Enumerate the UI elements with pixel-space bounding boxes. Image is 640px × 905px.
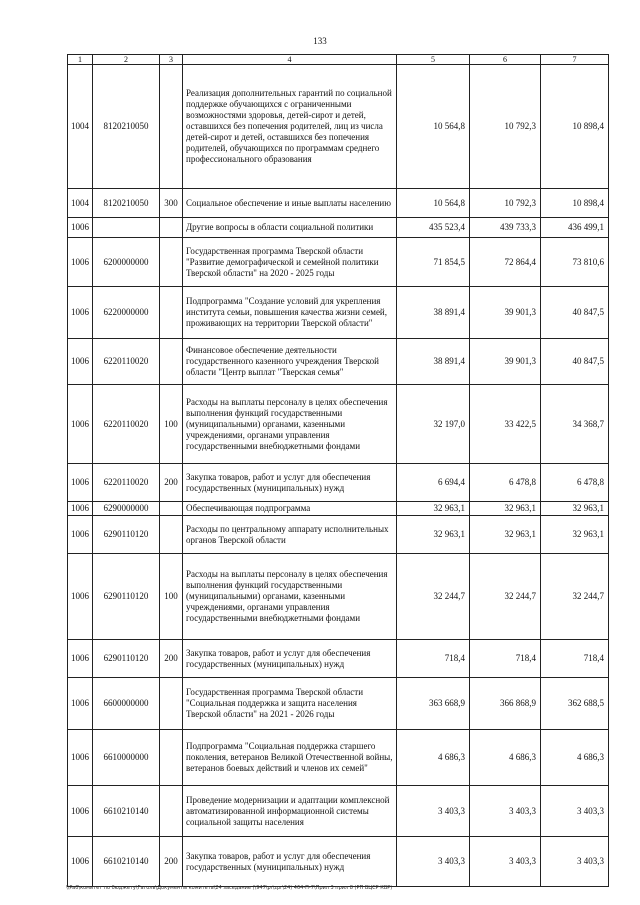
amount-col7: 718,4 <box>541 640 609 678</box>
amount-col6: 33 422,5 <box>470 385 541 464</box>
expense-name: Расходы по центральному аппарату исполнительных органов Тверской области <box>183 516 397 554</box>
section-code: 1006 <box>68 385 93 464</box>
target-article-code: 6290110120 <box>93 516 160 554</box>
budget-table <box>67 54 609 887</box>
section-code: 1006 <box>68 554 93 640</box>
section-code: 1006 <box>68 640 93 678</box>
expense-name: Подпрограмма "Социальная поддержка старшего поколения, ветеранов Великой Отечественной войны, ветеранов боевых действий и членов их семей" <box>183 730 397 786</box>
expense-type-code <box>160 218 183 238</box>
amount-col5: 32 244,7 <box>397 554 470 640</box>
expense-name: Расходы на выплаты персоналу в целях обеспечения выполнения функций государственными (муниципальными) органами, казенными учреждениями, органами управления государственными внебюджетными фондами <box>183 554 397 640</box>
expense-name: Государственная программа Тверской области "Развитие демографической и семейной политики Тверской области" на 2020 - 2025 годы <box>183 238 397 287</box>
amount-col6: 3 403,3 <box>470 837 541 887</box>
target-article-code: 8120210050 <box>93 189 160 218</box>
amount-col7: 40 847,5 <box>541 339 609 385</box>
expense-name: Государственная программа Тверской области "Социальная поддержка и защита населения Тверской области" на 2021 - 2026 годы <box>183 678 397 730</box>
table-row <box>68 385 609 464</box>
section-code: 1006 <box>68 238 93 287</box>
amount-col5: 71 854,5 <box>397 238 470 287</box>
expense-type-code <box>160 786 183 837</box>
target-article-code: 6220110020 <box>93 464 160 502</box>
table-row <box>68 65 609 189</box>
column-header: 6 <box>470 55 541 65</box>
amount-col6: 3 403,3 <box>470 786 541 837</box>
target-article-code: 6200000000 <box>93 238 160 287</box>
target-article-code: 6610000000 <box>93 730 160 786</box>
expense-type-code: 200 <box>160 464 183 502</box>
amount-col5: 6 694,4 <box>397 464 470 502</box>
expense-type-code <box>160 678 183 730</box>
expense-name: Подпрограмма "Создание условий для укрепления института семьи, повышения качества жизни семей, проживающих на территории Тверской области" <box>183 287 397 339</box>
amount-col6: 10 792,3 <box>470 65 541 189</box>
amount-col5: 3 403,3 <box>397 837 470 887</box>
amount-col7: 32 244,7 <box>541 554 609 640</box>
amount-col6: 39 901,3 <box>470 287 541 339</box>
target-article-code: 6610210140 <box>93 837 160 887</box>
table-row <box>68 502 609 516</box>
amount-col6: 10 792,3 <box>470 189 541 218</box>
amount-col5: 4 686,3 <box>397 730 470 786</box>
amount-col7: 73 810,6 <box>541 238 609 287</box>
table-row <box>68 339 609 385</box>
amount-col5: 435 523,4 <box>397 218 470 238</box>
expense-type-code <box>160 730 183 786</box>
expense-name: Реализация дополнительных гарантий по социальной поддержке обучающихся с ограниченными возможностями здоровья, детей-сирот и детей, оставшихся без попечения родителей, лиц из числа детей-сирот и детей, оставшихся без попечения родителей, обучающихся по программам среднего профессионального образования <box>183 65 397 189</box>
table-row <box>68 238 609 287</box>
column-header: 3 <box>160 55 183 65</box>
amount-col5: 10 564,8 <box>397 65 470 189</box>
target-article-code: 6610210140 <box>93 786 160 837</box>
section-code: 1006 <box>68 516 93 554</box>
section-code: 1006 <box>68 502 93 516</box>
column-header: 1 <box>68 55 93 65</box>
section-code: 1006 <box>68 786 93 837</box>
expense-name: Социальное обеспечение и иные выплаты населению <box>183 189 397 218</box>
expense-type-code <box>160 516 183 554</box>
amount-col5: 718,4 <box>397 640 470 678</box>
amount-col6: 72 864,4 <box>470 238 541 287</box>
table-row <box>68 678 609 730</box>
amount-col5: 10 564,8 <box>397 189 470 218</box>
amount-col6: 366 868,9 <box>470 678 541 730</box>
amount-col5: 32 963,1 <box>397 516 470 554</box>
amount-col7: 32 963,1 <box>541 502 609 516</box>
expense-type-code <box>160 287 183 339</box>
expense-name: Другие вопросы в области социальной политики <box>183 218 397 238</box>
amount-col7: 3 403,3 <box>541 786 609 837</box>
target-article-code: 6220110020 <box>93 339 160 385</box>
amount-col7: 3 403,3 <box>541 837 609 887</box>
expense-type-code: 200 <box>160 837 183 887</box>
file-path-footer: \\Pa0\комитет по бюджету\Гаголь\Документы комитета\24 заседание (\947\pr\zpr\24) 464-П-7\Прил 3 прил 8 (РП ВЦСР КВР) <box>66 885 393 891</box>
table-row <box>68 554 609 640</box>
target-article-code <box>93 218 160 238</box>
column-header: 7 <box>541 55 609 65</box>
expense-type-code: 200 <box>160 640 183 678</box>
amount-col7: 10 898,4 <box>541 189 609 218</box>
amount-col7: 34 368,7 <box>541 385 609 464</box>
amount-col6: 32 963,1 <box>470 502 541 516</box>
amount-col5: 3 403,3 <box>397 786 470 837</box>
table-row <box>68 218 609 238</box>
expense-type-code <box>160 502 183 516</box>
section-code: 1006 <box>68 287 93 339</box>
amount-col5: 32 963,1 <box>397 502 470 516</box>
expense-type-code: 100 <box>160 554 183 640</box>
target-article-code: 6220000000 <box>93 287 160 339</box>
expense-name: Закупка товаров, работ и услуг для обеспечения государственных (муниципальных) нужд <box>183 640 397 678</box>
amount-col7: 362 688,5 <box>541 678 609 730</box>
target-article-code: 6290110120 <box>93 554 160 640</box>
expense-name: Закупка товаров, работ и услуг для обеспечения государственных (муниципальных) нужд <box>183 464 397 502</box>
table-row <box>68 464 609 502</box>
target-article-code: 6290000000 <box>93 502 160 516</box>
table-row <box>68 287 609 339</box>
section-code: 1006 <box>68 218 93 238</box>
target-article-code: 8120210050 <box>93 65 160 189</box>
amount-col6: 4 686,3 <box>470 730 541 786</box>
expense-type-code <box>160 65 183 189</box>
amount-col7: 436 499,1 <box>541 218 609 238</box>
table-row <box>68 837 609 887</box>
target-article-code: 6220110020 <box>93 385 160 464</box>
section-code: 1006 <box>68 678 93 730</box>
column-header: 5 <box>397 55 470 65</box>
amount-col6: 32 963,1 <box>470 516 541 554</box>
section-code: 1006 <box>68 464 93 502</box>
expense-type-code: 100 <box>160 385 183 464</box>
target-article-code: 6290110120 <box>93 640 160 678</box>
expense-type-code: 300 <box>160 189 183 218</box>
table-row <box>68 730 609 786</box>
amount-col5: 38 891,4 <box>397 287 470 339</box>
amount-col6: 6 478,8 <box>470 464 541 502</box>
amount-col5: 38 891,4 <box>397 339 470 385</box>
expense-name: Финансовое обеспечение деятельности государственного казенного учреждения Тверской области "Центр выплат "Тверская семья" <box>183 339 397 385</box>
amount-col7: 40 847,5 <box>541 287 609 339</box>
amount-col7: 32 963,1 <box>541 516 609 554</box>
section-code: 1004 <box>68 189 93 218</box>
amount-col7: 6 478,8 <box>541 464 609 502</box>
table-row <box>68 189 609 218</box>
amount-col6: 32 244,7 <box>470 554 541 640</box>
table-row <box>68 786 609 837</box>
amount-col6: 39 901,3 <box>470 339 541 385</box>
expense-type-code <box>160 238 183 287</box>
amount-col5: 363 668,9 <box>397 678 470 730</box>
table-row <box>68 516 609 554</box>
amount-col6: 718,4 <box>470 640 541 678</box>
section-code: 1004 <box>68 65 93 189</box>
table-row <box>68 640 609 678</box>
section-code: 1006 <box>68 339 93 385</box>
section-code: 1006 <box>68 730 93 786</box>
target-article-code: 6600000000 <box>93 678 160 730</box>
expense-name: Обеспечивающая подпрограмма <box>183 502 397 516</box>
expense-name: Расходы на выплаты персоналу в целях обеспечения выполнения функций государственными (муниципальными) органами, казенными учреждениями, органами управления государственными внебюджетными фондами <box>183 385 397 464</box>
page-number: 133 <box>313 36 327 46</box>
section-code: 1006 <box>68 837 93 887</box>
amount-col7: 4 686,3 <box>541 730 609 786</box>
column-header: 2 <box>93 55 160 65</box>
header-row <box>68 55 609 65</box>
expense-name: Проведение модернизации и адаптации комплексной автоматизированной информационной системы социальной защиты населения <box>183 786 397 837</box>
amount-col6: 439 733,3 <box>470 218 541 238</box>
amount-col5: 32 197,0 <box>397 385 470 464</box>
column-header: 4 <box>183 55 397 65</box>
amount-col7: 10 898,4 <box>541 65 609 189</box>
expense-name: Закупка товаров, работ и услуг для обеспечения государственных (муниципальных) нужд <box>183 837 397 887</box>
expense-type-code <box>160 339 183 385</box>
